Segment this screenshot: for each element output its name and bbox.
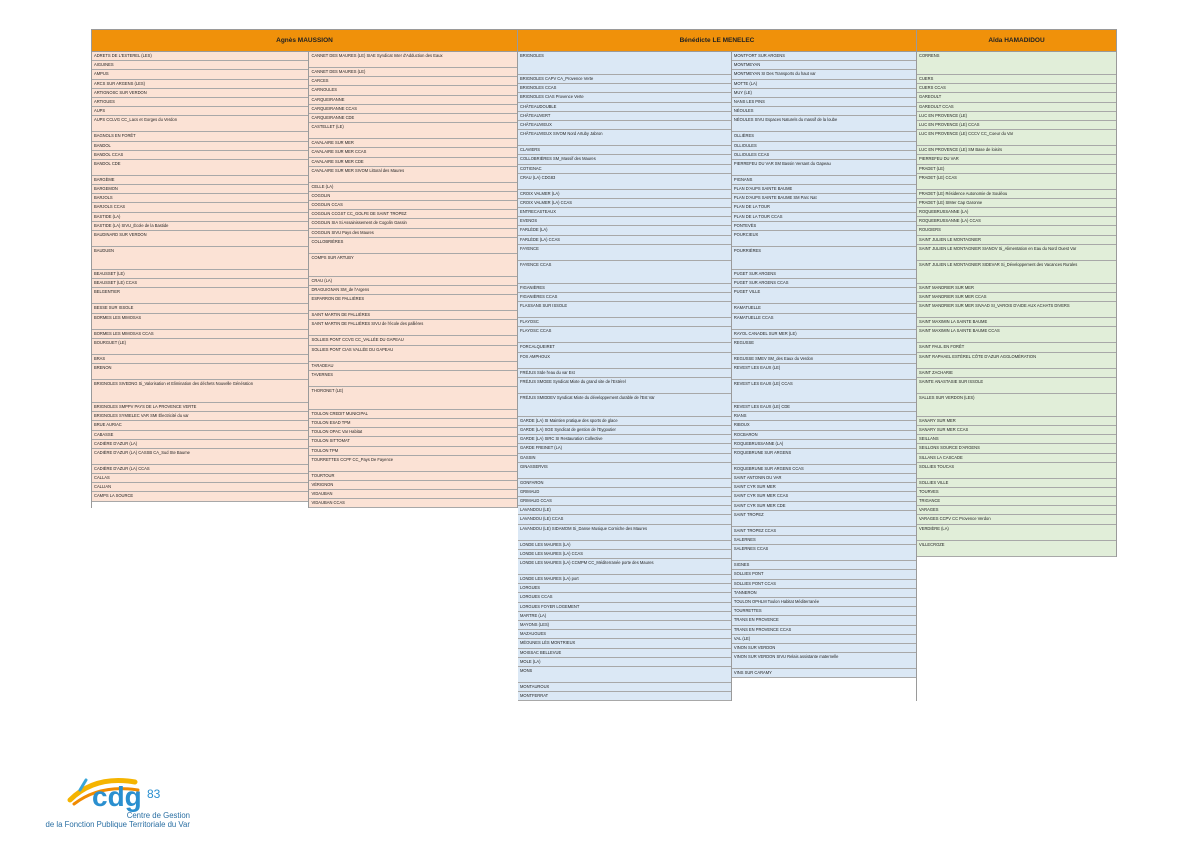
table-cell: FLASSANS SUR ISSOLE	[518, 302, 731, 318]
table-cell: LONDE LES MAURES (LA) port	[518, 575, 731, 584]
table-cell: ROQUEBRUNE SUR ARGENS	[732, 449, 916, 465]
table-cell: ARTIGNOSC SUR VERDON	[92, 89, 308, 98]
table-cell: NÉOULES SIVU Espaces Naturels du massif de la loube	[732, 116, 916, 132]
table-cell: GONFARON	[518, 479, 731, 488]
table-cell: SAINT MANDRIER SUR MER CCAS	[917, 293, 1116, 302]
table-cell: MOISSAC BELLEVUE	[518, 649, 731, 658]
table-cell: BRUE AURIAC	[92, 421, 308, 430]
table-cell: ROQUEBRUSSANNE (LA) CCAS	[917, 217, 1116, 226]
table-cell: GRIMAUD CCAS	[518, 497, 731, 506]
table-cell: SAINT JULIEN LE MONTAGNIER	[917, 236, 1116, 245]
table-cell: SOLLIES TOUCAS	[917, 463, 1116, 479]
table-cell: CHÂTEAUVERT	[518, 112, 731, 121]
table-cell: SOLLIES PONT CCVG CC_VALLÉE DU GAPEAU	[309, 336, 517, 345]
table-cell: BEAUSSET (LE) CCAS	[92, 279, 308, 288]
table-cell: AIGUINES	[92, 61, 308, 70]
table-cell: SAINT TROPEZ CCAS	[732, 527, 916, 536]
table-cell: FORCALQUEIRET	[518, 343, 731, 352]
table-cell: SALERNES CCAS	[732, 545, 916, 561]
table-cell: BRIGNOLES SIVEDNG Si_Valorisation et Elimination des déchets Nouvelle Génération	[92, 380, 308, 403]
table-cell: SAINT MAXIMIN LA SAINTE BAUME	[917, 318, 1116, 327]
table-cell: LUC EN PROVENCE (LE)	[917, 112, 1116, 121]
table-cell: REVEST LES EAUX (LE) CDE	[732, 403, 916, 412]
table-cell: BAUDUEN	[92, 247, 308, 270]
table-cell: POURCIEUX	[732, 231, 916, 247]
table-cell: NANS LES PINS	[732, 98, 916, 107]
table-cell: FLAYOSC	[518, 318, 731, 327]
table-cell: GARDE FREINET (LA)	[518, 444, 731, 453]
table-cell: PLAN D'AUPS SAINTE BAUME	[732, 185, 916, 194]
table-cell: CHÂTEAUVIEUX	[518, 121, 731, 130]
table-cell: TRANS EN PROVENCE CCAS	[732, 626, 916, 635]
table-cell: CARQUEIRANNE CCAS	[309, 105, 517, 114]
table-cell: LONDE LES MAURES (LA)	[518, 541, 731, 550]
section-maussion	[91, 29, 518, 701]
table-cell: CARQUEIRANNE	[309, 96, 517, 105]
table-cell: TOULON ESAD TPM	[309, 419, 517, 428]
table-cell: SAINT CYR SUR MER CDE	[732, 502, 916, 511]
table-cell: FRÉJUS SIde l'eau du var Est	[518, 369, 731, 378]
table-cell: TANNERON	[732, 589, 916, 598]
table-cell: BASTIDE (LA) SIVU_École de la Bastide	[92, 222, 308, 231]
table-cell: MONTFERRAT	[518, 692, 731, 701]
table-cell: CAVALAIRE SUR MER SIVOM Littoral des Maures	[309, 167, 517, 183]
table-cell: GINASSERVIS	[518, 463, 731, 479]
table-cell: ROUGIERS	[917, 226, 1116, 235]
table-cell: MONTMEYAN	[732, 61, 916, 70]
table-cell: SAINT ANTONIN DU VAR	[732, 474, 916, 483]
table-cell: LUC EN PROVENCE (LE) CCAS	[917, 121, 1116, 130]
table-cell: CARQUEIRANNE CDE	[309, 114, 517, 123]
table-cell: GAREOULT	[917, 93, 1116, 102]
table-cell: RIBOUX	[732, 421, 916, 430]
table-cell: COGOLIN SIVU Pays des Maures	[309, 229, 517, 238]
assignment-table	[91, 29, 1117, 701]
table-cell: BARGEMON	[92, 185, 308, 194]
table-cell: SAINT JULIEN LE MONTAGNIER SIANOV Si_Alimentation en Eau du Nord Ouest Var	[917, 245, 1116, 261]
table-cell: PIGNANS	[732, 176, 916, 185]
table-cell: MARTRE (LA)	[518, 612, 731, 621]
table-cell: VAL (LE)	[732, 635, 916, 644]
table-cell: BRIGNOLES SYMIELEC VAR SMI Électricité du var	[92, 412, 308, 421]
table-cell: TOULON OPHLM Toulon Habitat Méditerranée	[732, 598, 916, 607]
table-cell: COGOLIN CCGST CC_GOLFE DE SAINT TROPEZ	[309, 210, 517, 219]
table-cell: BANDOL CCAS	[92, 151, 308, 160]
table-cell: CARCES	[309, 77, 517, 86]
table-cell: ESPARRON DE PALLIÈRES	[309, 295, 517, 311]
table-cell: SAINT CYR SUR MER	[732, 483, 916, 492]
table-cell: PLAN DE LA TOUR CCAS	[732, 213, 916, 222]
section-hamadidou	[917, 29, 1117, 701]
table-cell: SILLANS LA CASCADE	[917, 454, 1116, 463]
table-cell: BRIGNOLES SMPPV PAYS DE LA PROVENCE VERTE	[92, 403, 308, 412]
table-cell: EVENOS	[518, 217, 731, 226]
table-cell: CALLIAN	[92, 483, 308, 492]
table-cell: LORGUES CCAS	[518, 593, 731, 602]
table-cell: REGUSSE	[732, 339, 916, 355]
table-cell: TRANS EN PROVENCE	[732, 616, 916, 625]
table-cell: BESSE SUR ISSOLE	[92, 304, 308, 313]
table-cell: OLLIOULES	[732, 142, 916, 151]
table-cell: TAVERNES	[309, 371, 517, 387]
table-cell: CAVALAIRE SUR MER CCAS	[309, 148, 517, 157]
table-cell: RAMATUELLE CCAS	[732, 314, 916, 330]
table-cell: SAINT MANDRIER SUR MER	[917, 284, 1116, 293]
table-cell: FARLÈDE (LA)	[518, 226, 731, 235]
table-cell: BORMES LES MIMOSAS	[92, 314, 308, 330]
table-cell: SOLLIES PONT CCAS	[732, 580, 916, 589]
table-cell: SIGNES	[732, 561, 916, 570]
table-cell: THORONET (LE)	[309, 387, 517, 410]
table-cell: NÉOULES	[732, 107, 916, 116]
table-cell: VÉRIGNON	[309, 481, 517, 490]
table-cell: BEAUSSET (LE)	[92, 270, 308, 279]
table-cell: ADRETS DE L'ESTEREL (LES)	[92, 52, 308, 61]
table-cell: BANDOL CDE	[92, 160, 308, 176]
logo-caption	[44, 812, 190, 829]
table-cell: CRAU (LA) CDG83	[518, 174, 731, 190]
table-cell: GARDE (LA) SIRC SI Restauration Collective	[518, 435, 731, 444]
table-cell: CLAVIERS	[518, 146, 731, 155]
header-agent: Agnès MAUSSION	[91, 29, 518, 52]
table-cell: SANARY SUR MER	[917, 417, 1116, 426]
table-cell: SAINT MARTIN DE PALLIÈRES	[309, 311, 517, 320]
table-cell: MONTAUROUX	[518, 683, 731, 692]
table-cell: VINS SUR CARAMY	[732, 669, 916, 678]
table-cell: CRAU (LA)	[309, 277, 517, 286]
table-cell: PRADET (LE) Résidence Autonomie de Souléou	[917, 190, 1116, 199]
table-cell: BARJOLS	[92, 194, 308, 203]
table-cell: RIANS	[732, 412, 916, 421]
table-cell: FAYENCE CCAS	[518, 261, 731, 284]
table-cell: LORGUES	[518, 584, 731, 593]
table-cell: SAINT MANDRIER SUR MER SIVAAD SI_VAROIS D'AIDE AUX ACHATS DIVERS	[917, 302, 1116, 318]
table-cell: ROQUEBRUSSANNE (LA)	[732, 440, 916, 449]
table-cell: SOLLIES PONT CIAS VALLÉE DU GAPEAU	[309, 346, 517, 362]
table-cell: FLAYOSC CCAS	[518, 327, 731, 343]
table-cell: MONTMEYAN SI Des Transports du haut var	[732, 70, 916, 79]
table-cell: BELGENTIER	[92, 288, 308, 304]
table-cell: PUGET SUR ARGENS	[732, 270, 916, 279]
table-cell: POURRIÈRES	[732, 247, 916, 270]
table-cell: GASSIN	[518, 454, 731, 463]
table-cell: LAVANDOU (LE) CCAS	[518, 515, 731, 524]
table-cell: BARJOLS CCAS	[92, 203, 308, 212]
table-cell: VARAGES	[917, 506, 1116, 515]
table-cell: BRIGNOLES	[518, 52, 731, 75]
table-cell: GARDE (LA) SGE Syndicat de gestion de l'Eygoutier	[518, 426, 731, 435]
table-cell: PRADET (LE) CCAS	[917, 174, 1116, 190]
table-cell: LUC EN PROVENCE (LE) SM Base de loisirs	[917, 146, 1116, 155]
table-cell: PIERREFEU DU VAR	[917, 155, 1116, 164]
table-cell: PRADET (LE)	[917, 165, 1116, 174]
table-cell: TOURRETTES	[732, 607, 916, 616]
table-cell: FIGANIÈRES	[518, 284, 731, 293]
table-cell: ROQUEBRUNE SUR ARGENS CCAS	[732, 465, 916, 474]
table-cell: DRAGUIGNAN SM_de l'Argens	[309, 286, 517, 295]
table-cell: PRADET (LE) SIMer Cap Garonne	[917, 199, 1116, 208]
table-cell: LORGUES FOYER LOGEMENT	[518, 603, 731, 612]
table-cell: GARDE (LA) SI Maintien pratique des sports de glace	[518, 417, 731, 426]
header-agent: Aïda HAMADIDOU	[917, 29, 1117, 52]
table-cell: FRÉJUS SMIDDEV Syndicat Mixte du développement durable de l'Est Var	[518, 394, 731, 417]
table-cell: BRAS	[92, 355, 308, 364]
table-cell: ARCS SUR ARGENS (LES)	[92, 80, 308, 89]
table-cell: TOURVES	[917, 488, 1116, 497]
table-cell: FOX AMPHOUX	[518, 353, 731, 369]
table-cell: SAINT ZACHARIE	[917, 369, 1116, 378]
table-cell: VERDIÈRE (LA)	[917, 525, 1116, 541]
table-cell: SAINT MARTIN DE PALLIÈRES SIVU de l'école des pallières	[309, 320, 517, 336]
table-cell: VINON SUR VERDON SIVU Relais assistante maternelle	[732, 653, 916, 669]
logo-line-2: de la Fonction Publique Territoriale du Var	[45, 819, 190, 829]
table-cell: REVEST LES EAUX (LE) CCAS	[732, 380, 916, 403]
table-cell: MÉOUNES LÈS MONTRIEUX	[518, 639, 731, 648]
table-cell: VARAGES CCPV CC Provence Verdon	[917, 515, 1116, 524]
table-cell: TOURRETTES CCPF CC_Pays De Fayence	[309, 456, 517, 472]
table-cell: BRENON	[92, 364, 308, 380]
table-cell: SAINT CYR SUR MER CCAS	[732, 492, 916, 501]
header-agent: Bénédicte LE MENELEC	[518, 29, 917, 52]
table-cell: COGOLIN SIA Si Assainissement de Cogolin Gassin	[309, 219, 517, 228]
table-cell: COLLOBRIÈRES SM_Massif des Maures	[518, 155, 731, 164]
table-cell: SAINT RAPHAEL ESTÉREL CÔTE D'AZUR AGGLOMÉRATION	[917, 353, 1116, 369]
table-cell: BOURGUET (LE)	[92, 339, 308, 355]
table-cell: BRIGNOLES CAPV CA_Provence Verte	[518, 75, 731, 84]
table-cell: MAZAUGUES	[518, 630, 731, 639]
table-cell: BAGNOLS EN FORÊT	[92, 132, 308, 141]
table-cell: CADIÈRE D'AZUR (LA) CCAS	[92, 465, 308, 474]
table-cell: BARGÈME	[92, 176, 308, 185]
table-cell: SALERNES	[732, 536, 916, 545]
table-cell: AUPS CCLVG CC_Lacs et Gorges du Verdon	[92, 116, 308, 132]
table-cell: PONTEVÈS	[732, 222, 916, 231]
table-cell: REGUSSE SMEV SM_des Eaux du Verdon	[732, 355, 916, 364]
table-cell: AMPUS	[92, 70, 308, 79]
table-cell: COTIGNAC	[518, 165, 731, 174]
table-cell: MAYONS (LES)	[518, 621, 731, 630]
table-cell: BAUDINARD SUR VERDON	[92, 231, 308, 247]
table-cell: BORMES LES MIMOSAS CCAS	[92, 330, 308, 339]
table-cell: GRIMAUD	[518, 488, 731, 497]
table-cell: CADIÈRE D'AZUR (LA) CASSB CA_Sud Ste Baume	[92, 449, 308, 465]
table-cell: CAVALAIRE SUR MER	[309, 139, 517, 148]
section-le-menelec	[518, 29, 917, 701]
column-a2	[309, 52, 518, 508]
table-cell: OLLIÈRES	[732, 132, 916, 141]
table-cell: TRIGANCE	[917, 497, 1116, 506]
table-cell: VIDAUBAN	[309, 490, 517, 499]
table-cell: COGOLIN	[309, 192, 517, 201]
column-a1	[91, 52, 309, 508]
table-cell: SALLES SUR VERDON (LES)	[917, 394, 1116, 417]
column-b1	[518, 52, 732, 701]
table-cell: SAINT PAUL EN FORÊT	[917, 343, 1116, 352]
table-cell: GAREOULT CCAS	[917, 103, 1116, 112]
table-cell: RAMATUELLE	[732, 304, 916, 313]
table-cell: TOULON TPM	[309, 447, 517, 456]
table-cell: LUC EN PROVENCE (LE) CCCV CC_Coeur du Var	[917, 130, 1116, 146]
table-cell: CUERS CCAS	[917, 84, 1116, 93]
table-cell: ENTRECASTEAUX	[518, 208, 731, 217]
table-cell: ROCBARON	[732, 431, 916, 440]
table-cell: ARTIGUES	[92, 98, 308, 107]
table-cell: COMPS SUR ARTUBY	[309, 254, 517, 277]
logo-number: 83	[147, 787, 161, 801]
table-cell: COLLOBRIÈRES	[309, 238, 517, 254]
table-cell: TARADEAU	[309, 362, 517, 371]
table-cell: VIDAUBAN CCAS	[309, 499, 517, 508]
table-cell: ROQUEBRUSSANNE (LA)	[917, 208, 1116, 217]
table-cell: TOULON OPAC Var Habitat	[309, 428, 517, 437]
table-cell: SAINT JULIEN LE MONTAGNIER SIDEVAR Si_Développement des Vacances Rurales	[917, 261, 1116, 284]
table-cell: TOURTOUR	[309, 472, 517, 481]
table-cell: SAINTE ANASTASIE SUR ISSOLE	[917, 378, 1116, 394]
table-cell: SEILLONS SOURCE D'ARGENS	[917, 444, 1116, 453]
table-cell: LAVANDOU (LE)	[518, 506, 731, 515]
table-cell: PLAN D'AUPS SAINTE BAUME SM Parc Nat	[732, 194, 916, 203]
table-cell: CROIX VALMER (LA)	[518, 190, 731, 199]
table-cell: MUY (LE)	[732, 89, 916, 98]
table-cell: FAYENCE	[518, 245, 731, 261]
table-cell: SAINT MAXIMIN LA SAINTE BAUME CCAS	[917, 327, 1116, 343]
table-cell: CHÂTEAUVIEUX SIVOM Nord Artuby Jabron	[518, 130, 731, 146]
table-cell: CHÂTEAUDOUBLE	[518, 103, 731, 112]
table-cell: FIGANIÈRES CCAS	[518, 293, 731, 302]
table-cell: CARNOULES	[309, 86, 517, 95]
table-cell: CANNET DES MAURES (LE)	[309, 68, 517, 77]
table-cell: CROIX VALMER (LA) CCAS	[518, 199, 731, 208]
table-cell: REVEST LES EAUX (LE)	[732, 364, 916, 380]
table-cell: CELLE (LA)	[309, 183, 517, 192]
table-cell: BRIGNOLES CIAS Provence Verte	[518, 93, 731, 102]
table-cell: BANDOL	[92, 142, 308, 151]
table-cell: PUGET VILLE	[732, 288, 916, 304]
table-cell: CANNET DES MAURES (LE) SIAE Syndicat Inter d'Adduction des Eaux	[309, 52, 517, 68]
table-cell: BASTIDE (LA)	[92, 213, 308, 222]
table-cell: CUERS	[917, 75, 1116, 84]
column-c	[917, 52, 1117, 557]
table-cell: CADIÈRE D'AZUR (LA)	[92, 440, 308, 449]
logo-line-1: Centre de Gestion	[126, 811, 190, 820]
table-cell: MONTFORT SUR ARGENS	[732, 52, 916, 61]
logo-mark: cdg	[92, 781, 142, 812]
table-cell: MOTTE (LA)	[732, 80, 916, 89]
table-cell: SAINT TROPEZ	[732, 511, 916, 527]
table-cell: PUGET SUR ARGENS CCAS	[732, 279, 916, 288]
table-cell: MOLE (LA)	[518, 658, 731, 667]
table-cell: FARLÈDE (LA) CCAS	[518, 236, 731, 245]
table-cell: SEILLANS	[917, 435, 1116, 444]
table-cell: PIERREFEU DU VAR SM Bassin Versant du Gapeau	[732, 160, 916, 176]
table-cell: CALLAS	[92, 474, 308, 483]
column-b2	[732, 52, 917, 701]
table-cell: MONS	[518, 667, 731, 683]
table-cell: OLLIOULES CCAS	[732, 151, 916, 160]
table-cell: SANARY SUR MER CCAS	[917, 426, 1116, 435]
table-cell: CAMPS LA SOURCE	[92, 492, 308, 501]
table-cell: RAYOL CANADEL SUR MER (LE)	[732, 330, 916, 339]
table-cell: CASTELLET (LE)	[309, 123, 517, 139]
table-cell: CORRENS	[917, 52, 1116, 75]
table-cell: FRÉJUS SMGEE Syndicat Mixte du grand site de l'Estérel	[518, 378, 731, 394]
table-cell: VILLECROZE	[917, 541, 1116, 557]
table-cell: LONDE LES MAURES (LA) CCMPM CC_Méditerranée porte des Maures	[518, 559, 731, 575]
table-cell: CABASSE	[92, 431, 308, 440]
table-cell: COGOLIN CCAS	[309, 201, 517, 210]
table-cell: VINON SUR VERDON	[732, 644, 916, 653]
table-cell: LONDE LES MAURES (LA) CCAS	[518, 550, 731, 559]
table-cell: BRIGNOLES CCAS	[518, 84, 731, 93]
table-cell: PLAN DE LA TOUR	[732, 203, 916, 212]
table-cell: CAVALAIRE SUR MER CDE	[309, 158, 517, 167]
table-cell: LAVANDOU (LE) SIDAMOM Si_Danse Musique Corniche des Maures	[518, 525, 731, 541]
table-cell: TOULON SITTOMAT	[309, 437, 517, 446]
table-cell: SOLLIES VILLE	[917, 479, 1116, 488]
table-cell: AUPS	[92, 107, 308, 116]
table-cell: TOULON CREDIT MUNICIPAL	[309, 410, 517, 419]
table-cell: SOLLIES PONT	[732, 570, 916, 579]
